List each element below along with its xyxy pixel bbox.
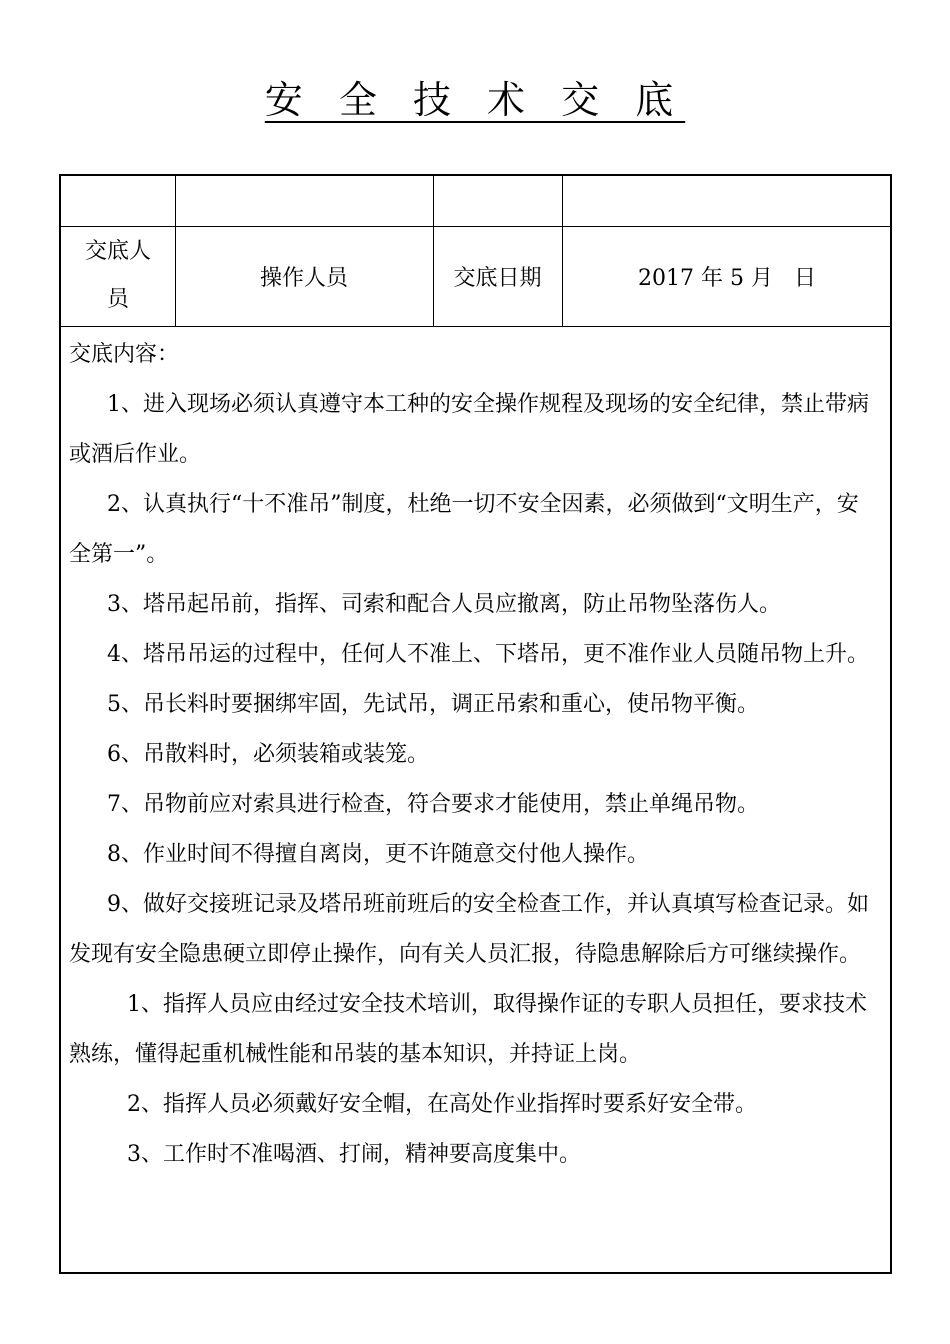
disclosure-content: [69, 330, 880, 1180]
content-item-b: 3、工作时不准喝酒、打闹，精神要高度集中。: [127, 1142, 581, 1167]
recipient-value: 操作人员: [259, 265, 348, 291]
content-item: 1、进入现场必须认真遵守本工种的安全操作规程及现场的安全纪律，禁止带病或酒后作业。: [69, 392, 869, 467]
date-value-cell: [562, 226, 892, 326]
content-item: 6、吊散料时，必须装箱或装笼。: [107, 742, 429, 767]
content-item: 9、做好交接班记录及塔吊班前班后的安全检查工作，并认真填写检查记录。如发现有安全隐患硬立即停止操作，向有关人员汇报，待隐患解除后方可继续操作。: [69, 892, 869, 967]
empty-cell-2: [175, 176, 433, 226]
content-heading: 交底内容：: [69, 342, 180, 367]
content-item: 7、吊物前应对索具进行检查，符合要求才能使用，禁止单绳吊物。: [107, 792, 759, 817]
content-item: 4、塔吊吊运的过程中，任何人不准上、下塔吊，更不准作业人员随吊物上升。: [107, 642, 869, 667]
disclosure-table: [59, 174, 892, 1274]
empty-cell-1: [61, 176, 175, 226]
empty-cell-4: [562, 176, 892, 226]
date-label-cell: [433, 226, 562, 326]
date-label: 交底日期: [453, 265, 542, 291]
content-item: 5、吊长料时要捆绑牢固，先试吊，调正吊索和重心，使吊物平衡。: [107, 692, 759, 717]
content-item: 3、塔吊起吊前，指挥、司索和配合人员应撤离，防止吊物坠落伤人。: [107, 592, 781, 617]
recipient-cell: [175, 226, 433, 326]
discloser-label-cell: [61, 226, 175, 326]
discloser-label-line1: 交底人: [84, 239, 151, 264]
empty-cell-3: [433, 176, 562, 226]
discloser-label-line2: 员: [106, 287, 129, 312]
document-title: [0, 70, 950, 130]
document-title-text: 安 全 技 术 交 底: [264, 78, 686, 122]
content-item: 8、作业时间不得擅自离岗，更不许随意交付他人操作。: [107, 842, 649, 867]
date-value: 2017 年 5 月 日: [638, 265, 816, 291]
row-divider-2: [61, 326, 890, 327]
content-item-b: 2、指挥人员必须戴好安全帽，在高处作业指挥时要系好安全带。: [127, 1092, 757, 1117]
content-item: 2、认真执行“十不准吊”制度，杜绝一切不安全因素，必须做到“文明生产，安全第一”。: [69, 492, 859, 567]
content-item-b: 1、指挥人员应由经过安全技术培训，取得操作证的专职人员担任，要求技术熟练，懂得起重机械性能和吊装的基本知识，并持证上岗。: [69, 992, 867, 1067]
